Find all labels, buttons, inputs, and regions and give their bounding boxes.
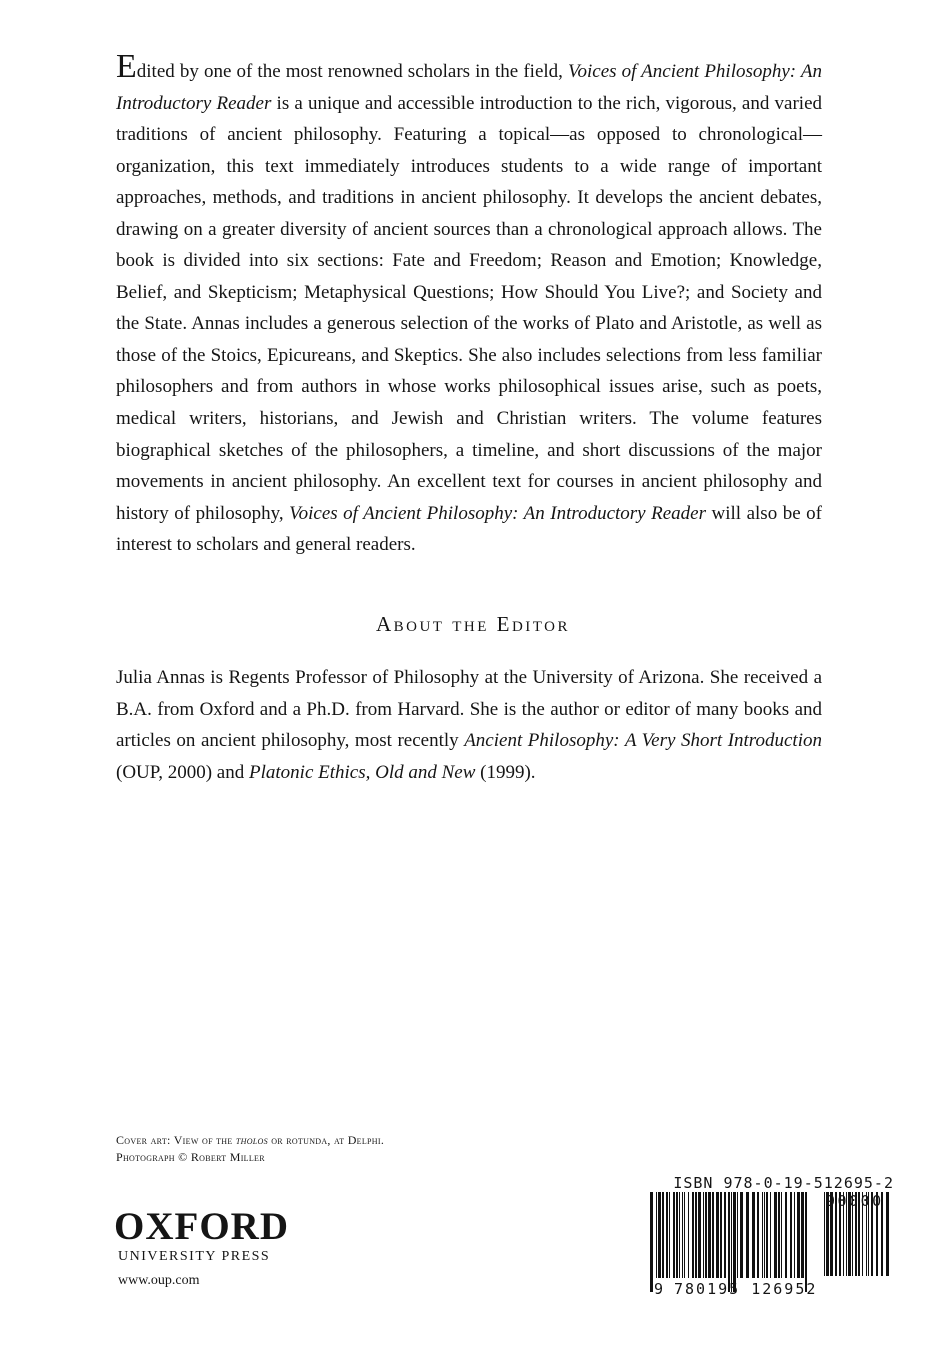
book-description bbox=[116, 48, 822, 561]
barcode-bar bbox=[656, 1192, 657, 1278]
barcode-bar bbox=[712, 1192, 714, 1278]
barcode-bar bbox=[684, 1192, 685, 1278]
ean-digits: 780195 126952 bbox=[674, 1280, 818, 1298]
barcode-bar bbox=[766, 1192, 768, 1278]
barcode-bar bbox=[740, 1192, 743, 1278]
barcode-bar bbox=[762, 1192, 763, 1278]
bio-text-2: (OUP, 2000) and bbox=[116, 761, 249, 783]
barcode-bar bbox=[781, 1192, 782, 1278]
book-title-italic-2: Voices of Ancient Philosophy: An Introductory Reader bbox=[289, 502, 706, 524]
barcode-bar bbox=[731, 1192, 732, 1292]
description-text-2: is a unique and accessible introduction to the rich, vigorous, and varied traditions of ancient philosophy. Featuring a topical—as opposed to chronological—organization, this text immediately introduces students to a wide range of important approaches, methods, and traditions in ancient philosophy. It develops the ancient debates, drawing on a greater diversity of ancient sources than a chronological approach allows. The book is divided into six sections: Fate and Freedom; Reason and Emotion; Knowledge, Belief, and Skepticism; Metaphysical Questions; How Should You Live?; and Society and the State. Annas includes a generous selection of the works of Plato and Aristotle, as well as those of the Stoics, Epicureans, and Skeptics. She also includes selections from less familiar philosophers and from authors in whose works philosophical issues arise, such as poets, medical writers, historians, and Jewish and Christian writers. The volume features biographical sketches of the philosophers, a timeline, and short discussions of the major movements in ancient philosophy. An excellent text for courses in ancient philosophy and history of philosophy, bbox=[116, 92, 822, 524]
ean-barcode bbox=[648, 1192, 812, 1294]
barcode-bar bbox=[705, 1192, 707, 1278]
barcode-bar bbox=[676, 1192, 678, 1278]
barcode-bar bbox=[886, 1192, 889, 1276]
credit-line-1 bbox=[116, 1132, 384, 1149]
bio-book-title-1: Ancient Philosophy: A Very Short Introduction bbox=[464, 730, 822, 752]
barcode-bar bbox=[650, 1192, 653, 1292]
barcode-bar bbox=[703, 1192, 704, 1278]
credit-line-2: Photograph © Robert Miller bbox=[116, 1150, 265, 1164]
barcode-bar bbox=[724, 1192, 726, 1278]
description-text-1: dited by one of the most renowned scholars in the field, bbox=[136, 61, 569, 82]
barcode-bar bbox=[679, 1192, 680, 1278]
barcode-bar bbox=[708, 1192, 711, 1278]
barcode-bar bbox=[682, 1192, 683, 1278]
book-title-italic: Voices of Ancient Philosophy: An Introductory Reader bbox=[116, 61, 822, 114]
addon-digits: 90000 bbox=[826, 1192, 884, 1210]
barcode-bar bbox=[797, 1192, 800, 1278]
bio-book-title-2: Platonic Ethics, Old and New bbox=[249, 761, 476, 783]
barcode-bar bbox=[764, 1192, 765, 1278]
description-text-3: will also be of interest to scholars and general readers. bbox=[116, 502, 822, 556]
oxford-logo: OXFORD bbox=[114, 1205, 289, 1248]
barcode-bar bbox=[692, 1192, 694, 1278]
bio-text-1: Julia Annas is Regents Professor of Philosophy at the University of Arizona. She received a B.A. from Oxford and a Ph.D. from Harvard. She is the author or editor of many books and articles on ancient philosophy, most recently bbox=[116, 667, 822, 752]
barcode-bar bbox=[778, 1192, 780, 1278]
barcode-bar bbox=[757, 1192, 759, 1278]
barcode-bar bbox=[673, 1192, 675, 1278]
barcode-bar bbox=[688, 1192, 689, 1278]
barcode-bar bbox=[662, 1192, 664, 1278]
drop-cap: E bbox=[116, 48, 137, 85]
barcode-bar bbox=[785, 1192, 787, 1278]
barcode-bar bbox=[774, 1192, 777, 1278]
barcode-bar bbox=[695, 1192, 697, 1278]
credit-text-1: Cover art: View of the bbox=[116, 1133, 236, 1147]
barcode-bar bbox=[805, 1192, 807, 1292]
editor-bio bbox=[116, 662, 822, 788]
barcode-bar bbox=[752, 1192, 755, 1278]
bio-text-3: (1999). bbox=[475, 761, 536, 783]
barcode-bar bbox=[720, 1192, 722, 1278]
credit-text-2: or rotunda, at Delphi. bbox=[267, 1133, 385, 1147]
university-press-label: UNIVERSITY PRESS bbox=[118, 1249, 271, 1264]
barcode-bar bbox=[716, 1192, 719, 1278]
barcode-bar bbox=[669, 1192, 670, 1278]
barcode-bar bbox=[801, 1192, 804, 1278]
barcode-bar bbox=[733, 1192, 736, 1292]
barcode-bar bbox=[824, 1192, 825, 1276]
barcode-bar bbox=[728, 1192, 730, 1292]
ean-first-digit: 9 bbox=[654, 1280, 664, 1298]
barcode-bar bbox=[658, 1192, 661, 1278]
barcode-bar bbox=[746, 1192, 749, 1278]
barcode-bar bbox=[666, 1192, 668, 1278]
about-editor-heading: About the Editor bbox=[375, 612, 571, 636]
publisher-url: www.oup.com bbox=[118, 1273, 200, 1288]
cover-art-credit bbox=[116, 1132, 384, 1166]
isbn-label: ISBN 978-0-19-512695-2 bbox=[673, 1174, 894, 1192]
barcode-bar bbox=[698, 1192, 701, 1278]
barcode-bar bbox=[794, 1192, 795, 1278]
credit-italic: tholos bbox=[235, 1133, 268, 1147]
barcode-bar bbox=[790, 1192, 792, 1278]
barcode-bar bbox=[737, 1192, 738, 1278]
barcode-bar bbox=[770, 1192, 771, 1278]
